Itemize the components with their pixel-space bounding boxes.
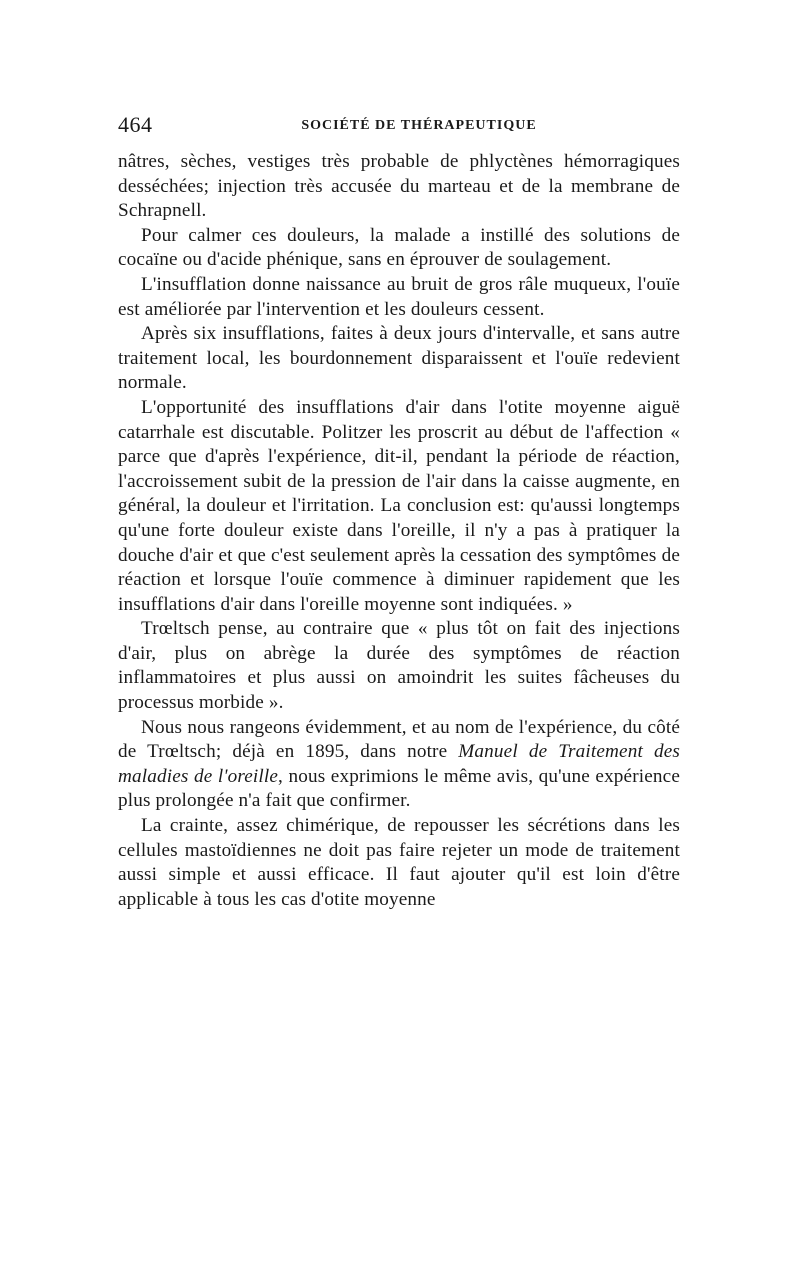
paragraph-troeltsch: Trœltsch pense, au contraire que « plus tôt on fait des injections d'air, plus on abrège la durée des symptômes de réaction inflammatoires et plus aussi on amoindrit les suites fâcheuses du processus morbide ».	[118, 618, 680, 714]
body-text	[118, 150, 680, 912]
paragraph-crainte: La crainte, assez chimérique, de repousser les sécrétions dans les cellules mastoïdiennes ne doit pas faire rejeter un mode de traitement aussi simple et aussi efficace. Il faut ajouter qu'il est loin d'être applicable à tous les cas d'otite moyenne	[118, 815, 680, 910]
paragraph-manuel	[118, 716, 680, 814]
paragraph-cocaine: Pour calmer ces douleurs, la malade a instillé des solutions de cocaïne ou d'acide phénique, sans en éprouver de soulagement.	[118, 224, 680, 271]
paragraph-politzer: L'opportunité des insufflations d'air dans l'otite moyenne aiguë catarrhale est discutable. Politzer les proscrit au début de l'affection « parce que d'après l'expérience, dit-il, pendant la période de réaction, l'accroissement subit de la pression de l'air dans la caisse augmente, en général, la douleur et l'irritation. La conclusion est: qu'aussi longtemps qu'une forte douleur existe dans l'oreille, il n'y a pas à pratiquer la douche d'air et que c'est seulement après la cessation des symptômes de réaction et lorsque l'ouïe commence à diminuer rapidement que les insufflations d'air dans l'oreille moyenne sont indiquées. »	[118, 396, 680, 615]
page-number: 464	[118, 112, 153, 137]
paragraph-six-insufflations: Après six insufflations, faites à deux jours d'intervalle, et sans autre traitement local, les bourdonnement disparaissent et l'ouïe redevient normale.	[118, 323, 680, 394]
page-header	[118, 112, 680, 142]
paragraph-manuel-after: , nous exprimions le même avis, qu'une expérience plus prolongée n'a fait que confirmer.	[118, 765, 680, 812]
running-head: SOCIÉTÉ DE THÉRAPEUTIQUE	[301, 118, 537, 133]
book-title: Manuel de Traitement des maladies de l'oreille	[118, 741, 680, 787]
paragraph-continuation: nâtres, sèches, vestiges très probable de phlyctènes hémorragiques desséchées; injection très accusée du marteau et de la membrane de Schrapnell.	[118, 151, 680, 222]
paragraph-insufflation: L'insufflation donne naissance au bruit de gros râle muqueux, l'ouïe est améliorée par l'intervention et les douleurs cessent.	[118, 273, 680, 320]
paragraph-manuel-before: Nous nous rangeons évidemment, et au nom de l'expérience, du côté de Trœltsch; déjà en 1895, dans notre	[118, 716, 680, 763]
